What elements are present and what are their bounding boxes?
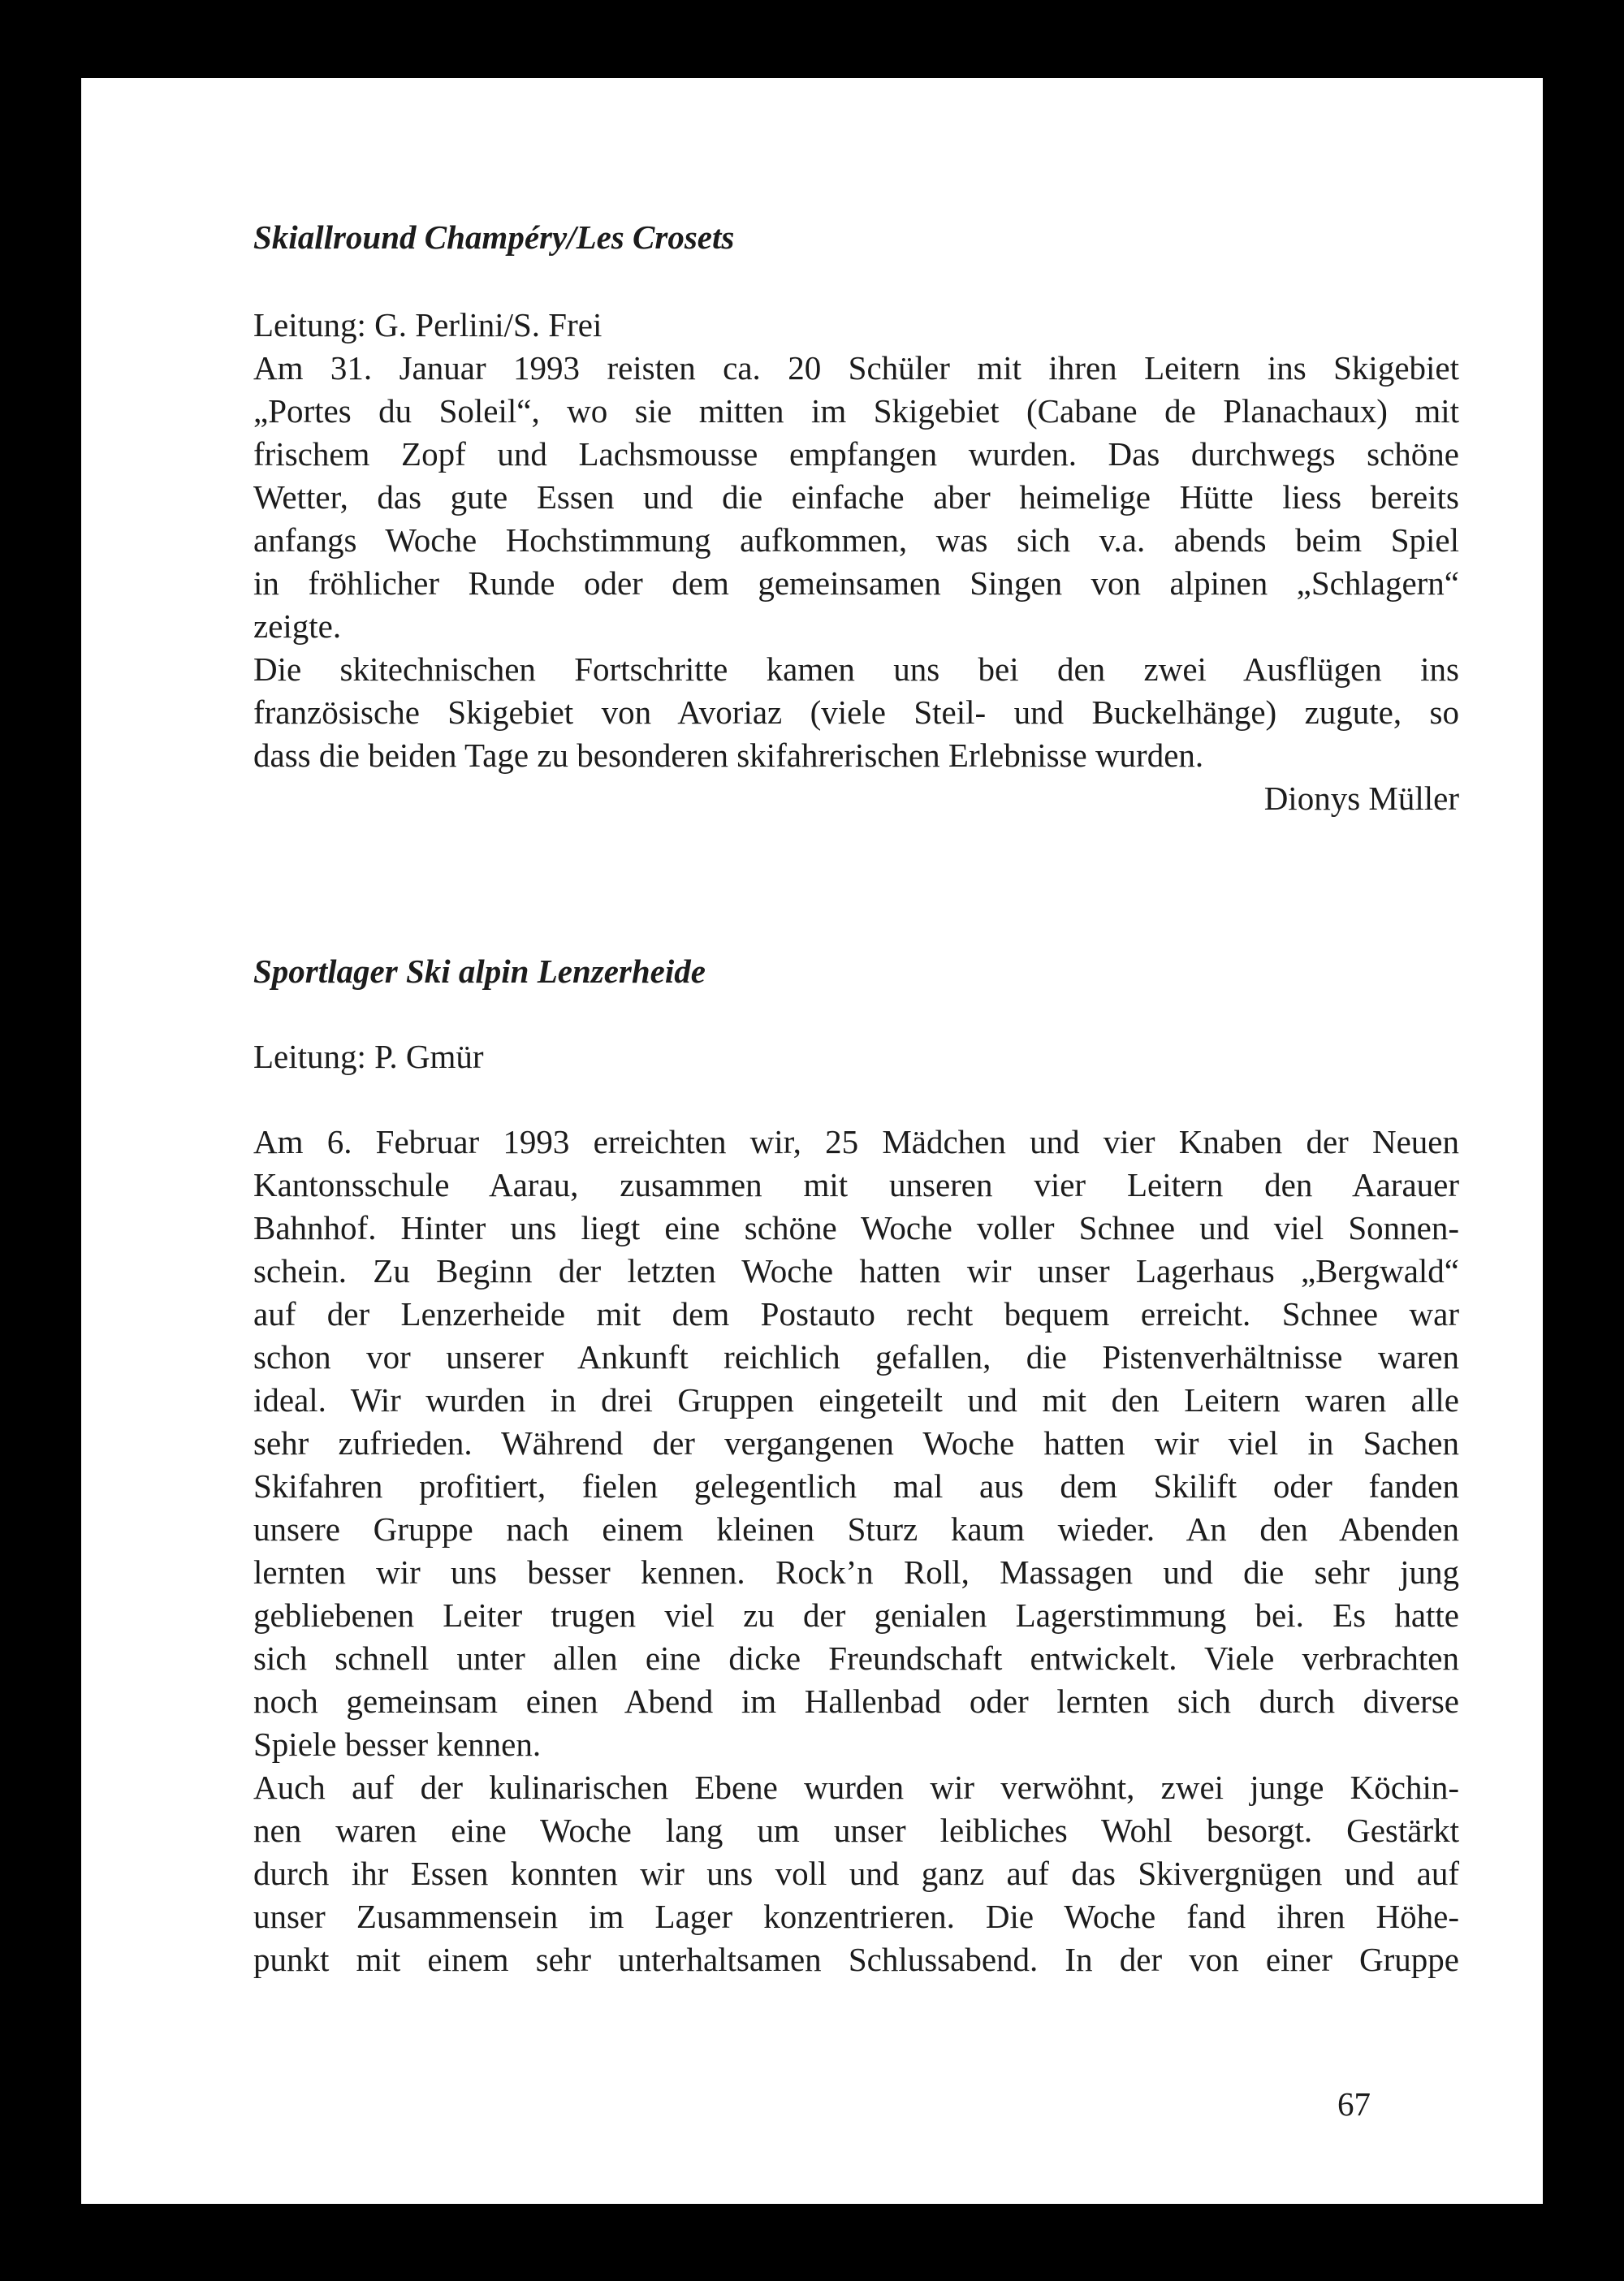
text-line: durch ihr Essen konnten wir uns voll und ganz auf das Skivergnügen und auf (253, 1855, 1459, 1892)
section-paragraph (253, 1121, 1459, 1766)
author-signature: Dionys Müller (1263, 780, 1459, 817)
text-line: Kantonsschule Aarau, zusammen mit unseren vier Leitern den Aarauer (253, 1166, 1459, 1203)
text-line: lernten wir uns besser kennen. Rock’n Roll, Massagen und die sehr jung (253, 1553, 1459, 1591)
text-line: Wetter, das gute Essen und die einfache aber heimelige Hütte liess bereits (253, 478, 1459, 516)
section-paragraph (253, 1766, 1459, 1981)
section-leitung-skiallround: Leitung: G. Perlini/S. Frei (253, 306, 603, 343)
section-title-sportlager: Sportlager Ski alpin Lenzerheide (253, 953, 706, 990)
document-page (81, 78, 1543, 2204)
text-line: in fröhlicher Runde oder dem gemeinsamen Singen von alpinen „Schlagern“ (253, 564, 1459, 602)
text-line: unsere Gruppe nach einem kleinen Sturz kaum wieder. An den Abenden (253, 1510, 1459, 1548)
text-line: nen waren eine Woche lang um unser leibliches Wohl besorgt. Gestärkt (253, 1812, 1459, 1849)
text-line: punkt mit einem sehr unterhaltsamen Schlussabend. In der von einer Gruppe (253, 1941, 1459, 1978)
page-number: 67 (1337, 2085, 1371, 2123)
section-title-skiallround: Skiallround Champéry/Les Crosets (253, 218, 735, 256)
text-line: ideal. Wir wurden in drei Gruppen eingeteilt und mit den Leitern waren alle (253, 1381, 1459, 1419)
text-line: Die skitechnischen Fortschritte kamen uns bei den zwei Ausflügen ins (253, 650, 1459, 688)
section-paragraph (253, 347, 1459, 648)
text-line: gebliebenen Leiter trugen viel zu der genialen Lagerstimmung bei. Es hatte (253, 1596, 1459, 1634)
text-line: unser Zusammensein im Lager konzentrieren. Die Woche fand ihren Höhe- (253, 1898, 1459, 1935)
text-line: auf der Lenzerheide mit dem Postauto recht bequem erreicht. Schnee war (253, 1295, 1459, 1333)
text-line: noch gemeinsam einen Abend im Hallenbad oder lernten sich durch diverse (253, 1683, 1459, 1720)
text-line: „Portes du Soleil“, wo sie mitten im Skigebiet (Cabane de Planachaux) mit (253, 392, 1459, 430)
text-line: sehr zufrieden. Während der vergangenen Woche hatten wir viel in Sachen (253, 1424, 1459, 1462)
text-line: Am 31. Januar 1993 reisten ca. 20 Schüler mit ihren Leitern ins Skigebiet (253, 349, 1459, 387)
text-line: anfangs Woche Hochstimmung aufkommen, was sich v.a. abends beim Spiel (253, 521, 1459, 559)
text-line: Bahnhof. Hinter uns liegt eine schöne Woche voller Schnee und viel Sonnen- (253, 1209, 1459, 1246)
section-paragraph (253, 648, 1459, 777)
text-line: frischem Zopf und Lachsmousse empfangen wurden. Das durchwegs schöne (253, 435, 1459, 473)
text-line: Am 6. Februar 1993 erreichten wir, 25 Mädchen und vier Knaben der Neuen (253, 1123, 1459, 1160)
text-line: dass die beiden Tage zu besonderen skifahrerischen Erlebnisse wurden. (253, 737, 1204, 774)
text-line: schein. Zu Beginn der letzten Woche hatten wir unser Lagerhaus „Bergwald“ (253, 1252, 1459, 1290)
page-content (253, 214, 1459, 1981)
section-leitung-sportlager: Leitung: P. Gmür (253, 1038, 484, 1075)
text-line: sich schnell unter allen eine dicke Freundschaft entwickelt. Viele verbrachten (253, 1639, 1459, 1677)
text-line: schon vor unserer Ankunft reichlich gefallen, die Pistenverhältnisse waren (253, 1338, 1459, 1376)
text-line: französische Skigebiet von Avoriaz (viele Steil- und Buckelhänge) zugute, so (253, 693, 1459, 731)
text-line: Auch auf der kulinarischen Ebene wurden wir verwöhnt, zwei junge Köchin- (253, 1769, 1459, 1806)
text-line: zeigte. (253, 607, 342, 645)
text-line: Spiele besser kennen. (253, 1726, 542, 1763)
text-line: Skifahren profitiert, fielen gelegentlich mal aus dem Skilift oder fanden (253, 1467, 1459, 1505)
